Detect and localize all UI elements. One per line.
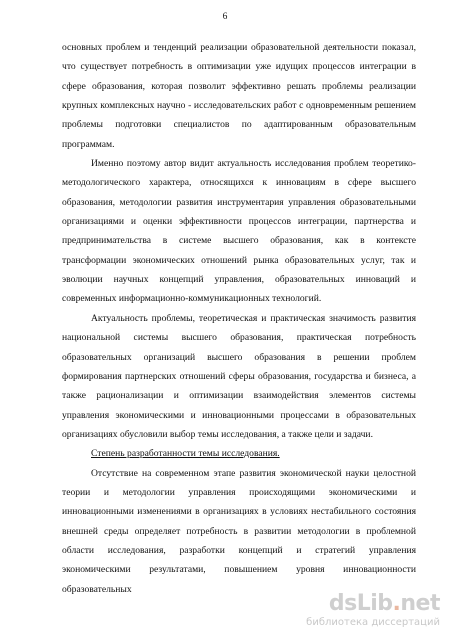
document-body <box>62 38 416 599</box>
paragraph-absence: Отсутствие на современном этапе развития экономической науки целостной теории и методологии управления происходящими экономическими и инновационными изменениями в организациях в условиях нестабильного состояния внешней среды определяет потребность в развитии методологии в проблемной области исследования, разработки концепций и стратегий управления экономическими результатами, повышением уровня инновационности образовательных <box>62 467 416 595</box>
dslib-watermark <box>306 591 442 631</box>
paragraph-relevance: Именно поэтому автор видит актуальность исследования проблем теоретико-методологического характера, относящихся к инновациям в сфере высшего образования, методологии развития инструментария управления образовательными организациями и оценки эффективности процессов интеграции, партнерства и предпринимательства в системе высшего образования, как в контексте трансформации экономических отношений рынка образовательных услуг, так и эволюции научных концепций управления, образовательных инноваций и современных информационно-коммуникационных технологий. <box>62 158 416 305</box>
page-number: 6 <box>222 12 228 22</box>
section-heading: Степень разработанности темы исследования. <box>91 448 280 460</box>
watermark-logo: dsLib.net <box>328 591 440 616</box>
paragraph-continuation: основных проблем и тенденций реализации образовательной деятельности показал, что существует потребность в оптимизации уже идущих процессов интеграции в сфере образования, которая позволит эффективно решать проблемы реализации крупных комплексных научно - исследовательских работ с одновременным решением проблемы подготовки специалистов по адаптированным образовательным программам. <box>62 42 416 150</box>
paragraph-significance: Актуальность проблемы, теоретическая и практическая значимость развития национальной системы высшего образования, практическая потребность образовательных организаций высшего образования в решении проблем формирования партнерских отношений сферы образования, государства и бизнеса, а также рационализации и оптимизации взаимодействия элементов системы управления экономическими и инновационными процессами в образовательных организациях обусловили выбор темы исследования, а также цели и задачи. <box>62 312 416 440</box>
watermark-subtitle: библиотека диссертаций <box>306 617 440 628</box>
